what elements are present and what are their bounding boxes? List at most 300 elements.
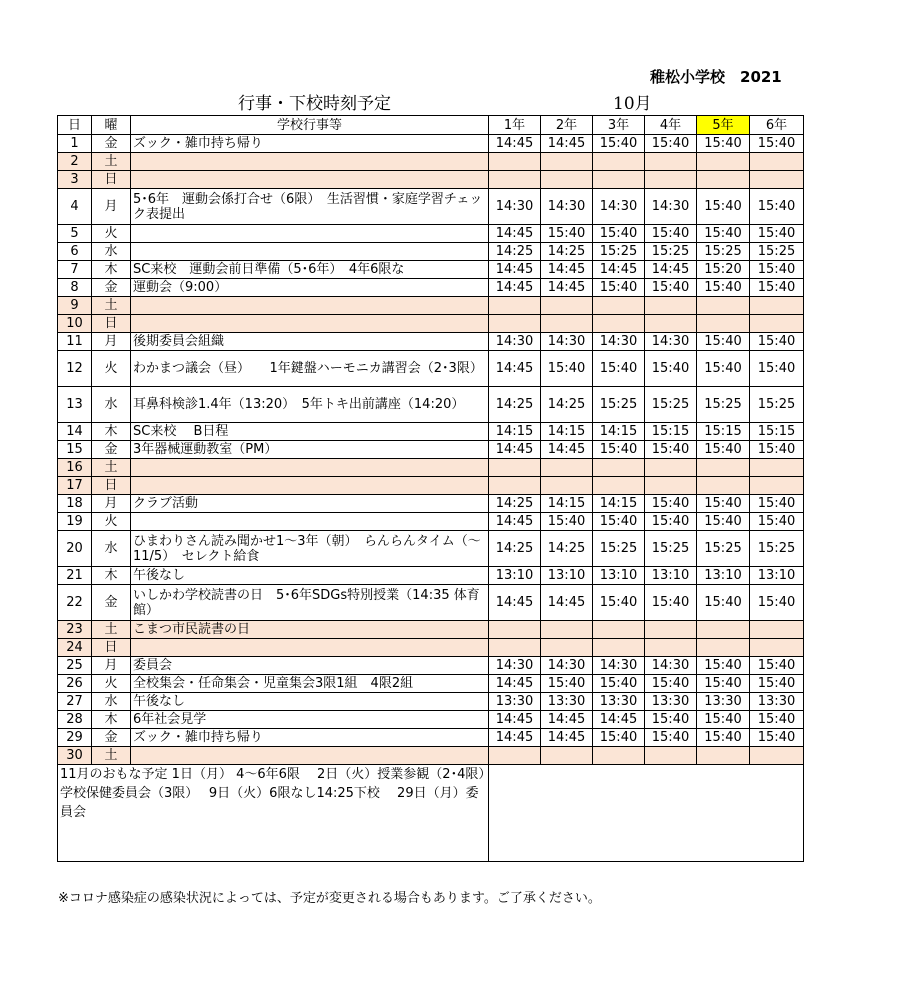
- event-cell: [131, 153, 489, 171]
- time-cell-grade-5: [697, 621, 750, 639]
- weekday-cell: 日: [92, 315, 131, 333]
- weekday-cell: 月: [92, 189, 131, 225]
- weekday-cell: 月: [92, 333, 131, 351]
- time-cell-grade-2: 14:30: [541, 189, 593, 225]
- day-cell: 2: [58, 153, 92, 171]
- table-row: [58, 315, 804, 333]
- day-cell: 8: [58, 279, 92, 297]
- time-cell-grade-5: 15:40: [697, 279, 750, 297]
- time-cell-grade-6: 15:40: [750, 675, 804, 693]
- time-cell-grade-6: 15:40: [750, 711, 804, 729]
- header-grade-5: 5年: [697, 116, 750, 135]
- time-cell-grade-3: [593, 747, 645, 765]
- event-cell: 6年社会見学: [131, 711, 489, 729]
- time-cell-grade-1: 14:45: [489, 729, 541, 747]
- time-cell-grade-4: 15:40: [645, 225, 697, 243]
- time-cell-grade-4: [645, 639, 697, 657]
- time-cell-grade-5: 15:40: [697, 657, 750, 675]
- schedule-table: [57, 115, 804, 862]
- day-cell: 7: [58, 261, 92, 279]
- weekday-cell: 火: [92, 225, 131, 243]
- time-cell-grade-6: 15:40: [750, 135, 804, 153]
- day-cell: 26: [58, 675, 92, 693]
- time-cell-grade-4: 15:40: [645, 279, 697, 297]
- weekday-cell: 金: [92, 729, 131, 747]
- table-row: [58, 567, 804, 585]
- time-cell-grade-3: [593, 153, 645, 171]
- time-cell-grade-4: 15:40: [645, 675, 697, 693]
- weekday-cell: 木: [92, 711, 131, 729]
- time-cell-grade-2: 15:40: [541, 225, 593, 243]
- time-cell-grade-4: 15:40: [645, 585, 697, 621]
- time-cell-grade-5: 15:40: [697, 711, 750, 729]
- time-cell-grade-5: [697, 297, 750, 315]
- event-cell: ズック・雑巾持ち帰り: [131, 729, 489, 747]
- time-cell-grade-1: 14:45: [489, 351, 541, 387]
- day-cell: 10: [58, 315, 92, 333]
- time-cell-grade-3: 13:30: [593, 693, 645, 711]
- time-cell-grade-5: 15:40: [697, 729, 750, 747]
- time-cell-grade-5: 15:40: [697, 513, 750, 531]
- time-cell-grade-1: 14:45: [489, 279, 541, 297]
- time-cell-grade-4: 15:40: [645, 729, 697, 747]
- day-cell: 29: [58, 729, 92, 747]
- weekday-cell: 日: [92, 639, 131, 657]
- time-cell-grade-2: 14:45: [541, 585, 593, 621]
- event-cell: ズック・雑巾持ち帰り: [131, 135, 489, 153]
- day-cell: 4: [58, 189, 92, 225]
- time-cell-grade-5: 15:15: [697, 423, 750, 441]
- time-cell-grade-4: [645, 621, 697, 639]
- time-cell-grade-3: 15:25: [593, 387, 645, 423]
- time-cell-grade-4: 15:25: [645, 531, 697, 567]
- time-cell-grade-4: 15:40: [645, 495, 697, 513]
- time-cell-grade-4: 14:45: [645, 261, 697, 279]
- event-cell: 耳鼻科検診1.4年（13:20） 5年トキ出前講座（14:20）: [131, 387, 489, 423]
- event-cell: 3年器械運動教室（PM）: [131, 441, 489, 459]
- table-row: [58, 333, 804, 351]
- weekday-cell: 土: [92, 459, 131, 477]
- table-row: [58, 297, 804, 315]
- time-cell-grade-2: [541, 621, 593, 639]
- weekday-cell: 水: [92, 243, 131, 261]
- time-cell-grade-1: 14:25: [489, 243, 541, 261]
- time-cell-grade-2: 14:45: [541, 729, 593, 747]
- header-grade-3: 3年: [593, 116, 645, 135]
- day-cell: 14: [58, 423, 92, 441]
- time-cell-grade-6: [750, 315, 804, 333]
- time-cell-grade-4: [645, 297, 697, 315]
- time-cell-grade-1: [489, 153, 541, 171]
- time-cell-grade-6: 15:40: [750, 351, 804, 387]
- event-cell: 運動会（9:00）: [131, 279, 489, 297]
- table-row: [58, 693, 804, 711]
- time-cell-grade-6: 15:40: [750, 333, 804, 351]
- time-cell-grade-2: [541, 171, 593, 189]
- time-cell-grade-1: 14:45: [489, 711, 541, 729]
- weekday-cell: 木: [92, 567, 131, 585]
- time-cell-grade-3: 14:45: [593, 261, 645, 279]
- time-cell-grade-3: 14:30: [593, 657, 645, 675]
- time-cell-grade-3: 14:15: [593, 423, 645, 441]
- time-cell-grade-3: 13:10: [593, 567, 645, 585]
- header-event: 学校行事等: [131, 116, 489, 135]
- time-cell-grade-6: 15:40: [750, 585, 804, 621]
- day-cell: 15: [58, 441, 92, 459]
- day-cell: 24: [58, 639, 92, 657]
- time-cell-grade-1: 14:45: [489, 135, 541, 153]
- table-row: [58, 729, 804, 747]
- day-cell: 27: [58, 693, 92, 711]
- table-row: [58, 477, 804, 495]
- time-cell-grade-3: [593, 297, 645, 315]
- time-cell-grade-5: [697, 459, 750, 477]
- weekday-cell: 火: [92, 675, 131, 693]
- day-cell: 13: [58, 387, 92, 423]
- event-cell: [131, 459, 489, 477]
- note-blank: [489, 765, 804, 862]
- header-grade-6: 6年: [750, 116, 804, 135]
- time-cell-grade-4: 15:25: [645, 387, 697, 423]
- time-cell-grade-5: 15:25: [697, 243, 750, 261]
- time-cell-grade-1: 14:25: [489, 495, 541, 513]
- time-cell-grade-1: [489, 639, 541, 657]
- time-cell-grade-2: 14:15: [541, 423, 593, 441]
- day-cell: 1: [58, 135, 92, 153]
- time-cell-grade-2: 14:45: [541, 261, 593, 279]
- time-cell-grade-4: 15:40: [645, 441, 697, 459]
- time-cell-grade-1: 14:30: [489, 657, 541, 675]
- time-cell-grade-6: 15:40: [750, 279, 804, 297]
- event-cell: [131, 315, 489, 333]
- time-cell-grade-3: 14:15: [593, 495, 645, 513]
- table-row: [58, 657, 804, 675]
- november-note: 11月のおもな予定 1日（月） 4～6年6限 2日（火）授業参観（2･4限）学校保健委員会（3限） 9日（火）6限なし14:25下校 29日（月）委員会: [58, 765, 489, 862]
- day-cell: 21: [58, 567, 92, 585]
- table-row: [58, 135, 804, 153]
- day-cell: 9: [58, 297, 92, 315]
- time-cell-grade-6: [750, 153, 804, 171]
- weekday-cell: 月: [92, 495, 131, 513]
- time-cell-grade-2: 14:45: [541, 441, 593, 459]
- time-cell-grade-6: 15:40: [750, 657, 804, 675]
- event-cell: クラブ活動: [131, 495, 489, 513]
- time-cell-grade-4: 14:30: [645, 657, 697, 675]
- time-cell-grade-3: 15:40: [593, 351, 645, 387]
- time-cell-grade-2: 14:45: [541, 135, 593, 153]
- time-cell-grade-3: 15:40: [593, 279, 645, 297]
- day-cell: 12: [58, 351, 92, 387]
- weekday-cell: 金: [92, 279, 131, 297]
- time-cell-grade-2: 14:25: [541, 531, 593, 567]
- time-cell-grade-3: 14:30: [593, 189, 645, 225]
- time-cell-grade-1: 14:45: [489, 441, 541, 459]
- time-cell-grade-5: 13:10: [697, 567, 750, 585]
- time-cell-grade-4: [645, 153, 697, 171]
- time-cell-grade-1: 13:10: [489, 567, 541, 585]
- time-cell-grade-6: 15:25: [750, 243, 804, 261]
- day-cell: 19: [58, 513, 92, 531]
- time-cell-grade-1: [489, 747, 541, 765]
- event-cell: 午後なし: [131, 567, 489, 585]
- weekday-cell: 金: [92, 585, 131, 621]
- day-cell: 11: [58, 333, 92, 351]
- time-cell-grade-5: 15:40: [697, 585, 750, 621]
- time-cell-grade-6: [750, 639, 804, 657]
- time-cell-grade-5: 15:40: [697, 675, 750, 693]
- time-cell-grade-4: 14:30: [645, 333, 697, 351]
- time-cell-grade-1: 14:45: [489, 513, 541, 531]
- time-cell-grade-5: 15:40: [697, 135, 750, 153]
- time-cell-grade-1: 14:45: [489, 585, 541, 621]
- time-cell-grade-6: 13:30: [750, 693, 804, 711]
- time-cell-grade-3: 15:40: [593, 585, 645, 621]
- table-row: [58, 747, 804, 765]
- weekday-cell: 金: [92, 135, 131, 153]
- time-cell-grade-6: [750, 747, 804, 765]
- time-cell-grade-2: 13:10: [541, 567, 593, 585]
- event-cell: [131, 747, 489, 765]
- time-cell-grade-3: [593, 621, 645, 639]
- time-cell-grade-2: [541, 153, 593, 171]
- time-cell-grade-1: 14:45: [489, 261, 541, 279]
- table-row: [58, 711, 804, 729]
- time-cell-grade-4: 15:15: [645, 423, 697, 441]
- time-cell-grade-2: 15:40: [541, 513, 593, 531]
- time-cell-grade-4: 15:40: [645, 351, 697, 387]
- header-grade-1: 1年: [489, 116, 541, 135]
- time-cell-grade-4: 15:40: [645, 513, 697, 531]
- time-cell-grade-5: 15:40: [697, 225, 750, 243]
- time-cell-grade-5: [697, 747, 750, 765]
- time-cell-grade-4: 13:30: [645, 693, 697, 711]
- event-cell: [131, 639, 489, 657]
- time-cell-grade-6: 15:25: [750, 531, 804, 567]
- day-cell: 22: [58, 585, 92, 621]
- weekday-cell: 水: [92, 531, 131, 567]
- page-title: 行事・下校時刻予定: [238, 94, 391, 114]
- time-cell-grade-2: [541, 459, 593, 477]
- time-cell-grade-6: [750, 297, 804, 315]
- time-cell-grade-5: [697, 315, 750, 333]
- month-label: 10月: [613, 94, 652, 114]
- table-row: [58, 225, 804, 243]
- time-cell-grade-1: 14:45: [489, 225, 541, 243]
- time-cell-grade-5: [697, 171, 750, 189]
- time-cell-grade-1: [489, 459, 541, 477]
- time-cell-grade-3: 14:45: [593, 711, 645, 729]
- time-cell-grade-5: [697, 639, 750, 657]
- time-cell-grade-5: 15:25: [697, 387, 750, 423]
- table-row: [58, 459, 804, 477]
- time-cell-grade-6: 15:40: [750, 225, 804, 243]
- weekday-cell: 火: [92, 351, 131, 387]
- time-cell-grade-5: 15:40: [697, 441, 750, 459]
- time-cell-grade-5: 15:40: [697, 351, 750, 387]
- time-cell-grade-2: 15:40: [541, 351, 593, 387]
- time-cell-grade-3: 15:40: [593, 225, 645, 243]
- day-cell: 28: [58, 711, 92, 729]
- header-row: [58, 116, 804, 135]
- weekday-cell: 木: [92, 423, 131, 441]
- time-cell-grade-3: 14:30: [593, 333, 645, 351]
- time-cell-grade-1: [489, 171, 541, 189]
- time-cell-grade-4: [645, 477, 697, 495]
- time-cell-grade-6: 15:40: [750, 513, 804, 531]
- weekday-cell: 火: [92, 513, 131, 531]
- event-cell: SC来校 B日程: [131, 423, 489, 441]
- event-cell: SC来校 運動会前日準備（5･6年） 4年6限な: [131, 261, 489, 279]
- table-row: [58, 387, 804, 423]
- table-row: [58, 531, 804, 567]
- time-cell-grade-5: 15:20: [697, 261, 750, 279]
- time-cell-grade-2: 14:30: [541, 333, 593, 351]
- time-cell-grade-6: [750, 459, 804, 477]
- school-name: 稚松小学校 2021: [650, 68, 782, 86]
- day-cell: 17: [58, 477, 92, 495]
- note-row: [58, 765, 804, 862]
- time-cell-grade-5: 13:30: [697, 693, 750, 711]
- day-cell: 5: [58, 225, 92, 243]
- weekday-cell: 土: [92, 297, 131, 315]
- time-cell-grade-1: 14:25: [489, 531, 541, 567]
- header-day: 日: [58, 116, 92, 135]
- event-cell: [131, 243, 489, 261]
- time-cell-grade-2: 15:40: [541, 675, 593, 693]
- time-cell-grade-6: [750, 477, 804, 495]
- time-cell-grade-6: 15:40: [750, 189, 804, 225]
- weekday-cell: 日: [92, 477, 131, 495]
- time-cell-grade-1: 14:30: [489, 333, 541, 351]
- time-cell-grade-5: 15:40: [697, 189, 750, 225]
- time-cell-grade-6: 15:40: [750, 495, 804, 513]
- event-cell: [131, 171, 489, 189]
- event-cell: こまつ市民読書の日: [131, 621, 489, 639]
- weekday-cell: 水: [92, 387, 131, 423]
- header-grade-2: 2年: [541, 116, 593, 135]
- time-cell-grade-2: 14:25: [541, 243, 593, 261]
- time-cell-grade-4: 15:25: [645, 243, 697, 261]
- time-cell-grade-5: 15:40: [697, 495, 750, 513]
- event-cell: [131, 225, 489, 243]
- weekday-cell: 水: [92, 693, 131, 711]
- time-cell-grade-4: 15:40: [645, 135, 697, 153]
- event-cell: 5･6年 運動会係打合せ（6限） 生活習慣・家庭学習チェック表提出: [131, 189, 489, 225]
- weekday-cell: 日: [92, 171, 131, 189]
- time-cell-grade-1: 13:30: [489, 693, 541, 711]
- time-cell-grade-2: [541, 747, 593, 765]
- time-cell-grade-4: [645, 747, 697, 765]
- table-row: [58, 153, 804, 171]
- time-cell-grade-5: 15:40: [697, 333, 750, 351]
- time-cell-grade-2: 14:15: [541, 495, 593, 513]
- footer-note: ※コロナ感染症の感染状況によっては、予定が変更される場合もあります。ご了承ください。: [58, 891, 601, 906]
- table-row: [58, 585, 804, 621]
- table-row: [58, 621, 804, 639]
- event-cell: 委員会: [131, 657, 489, 675]
- time-cell-grade-5: [697, 477, 750, 495]
- time-cell-grade-1: [489, 297, 541, 315]
- time-cell-grade-1: 14:25: [489, 387, 541, 423]
- weekday-cell: 土: [92, 153, 131, 171]
- day-cell: 3: [58, 171, 92, 189]
- table-row: [58, 495, 804, 513]
- time-cell-grade-6: 15:15: [750, 423, 804, 441]
- header-grade-4: 4年: [645, 116, 697, 135]
- time-cell-grade-3: [593, 315, 645, 333]
- event-cell: [131, 477, 489, 495]
- time-cell-grade-3: 15:25: [593, 531, 645, 567]
- time-cell-grade-3: 15:40: [593, 135, 645, 153]
- table-row: [58, 639, 804, 657]
- table-row: [58, 441, 804, 459]
- table-row: [58, 171, 804, 189]
- header-weekday: 曜: [92, 116, 131, 135]
- time-cell-grade-6: [750, 171, 804, 189]
- day-cell: 20: [58, 531, 92, 567]
- day-cell: 16: [58, 459, 92, 477]
- day-cell: 23: [58, 621, 92, 639]
- time-cell-grade-1: 14:15: [489, 423, 541, 441]
- time-cell-grade-3: 15:40: [593, 675, 645, 693]
- time-cell-grade-2: 14:45: [541, 279, 593, 297]
- time-cell-grade-4: 13:10: [645, 567, 697, 585]
- time-cell-grade-3: 15:40: [593, 513, 645, 531]
- weekday-cell: 月: [92, 657, 131, 675]
- day-cell: 6: [58, 243, 92, 261]
- time-cell-grade-3: [593, 171, 645, 189]
- table-row: [58, 351, 804, 387]
- event-cell: [131, 297, 489, 315]
- table-row: [58, 279, 804, 297]
- table-row: [58, 675, 804, 693]
- time-cell-grade-6: 15:25: [750, 387, 804, 423]
- day-cell: 30: [58, 747, 92, 765]
- time-cell-grade-2: 14:30: [541, 657, 593, 675]
- time-cell-grade-6: 15:40: [750, 261, 804, 279]
- time-cell-grade-3: [593, 639, 645, 657]
- time-cell-grade-3: 15:40: [593, 729, 645, 747]
- time-cell-grade-1: [489, 477, 541, 495]
- event-cell: わかまつ議会（昼） 1年鍵盤ハーモニカ講習会（2･3限）: [131, 351, 489, 387]
- time-cell-grade-6: 15:40: [750, 729, 804, 747]
- event-cell: 午後なし: [131, 693, 489, 711]
- event-cell: 全校集会・任命集会・児童集会3限1組 4限2組: [131, 675, 489, 693]
- time-cell-grade-1: [489, 621, 541, 639]
- time-cell-grade-1: 14:45: [489, 675, 541, 693]
- time-cell-grade-2: 14:45: [541, 711, 593, 729]
- time-cell-grade-1: [489, 315, 541, 333]
- time-cell-grade-4: [645, 171, 697, 189]
- time-cell-grade-6: 15:40: [750, 441, 804, 459]
- time-cell-grade-4: 15:40: [645, 711, 697, 729]
- weekday-cell: 木: [92, 261, 131, 279]
- day-cell: 25: [58, 657, 92, 675]
- day-cell: 18: [58, 495, 92, 513]
- time-cell-grade-2: [541, 315, 593, 333]
- time-cell-grade-2: [541, 297, 593, 315]
- time-cell-grade-1: 14:30: [489, 189, 541, 225]
- weekday-cell: 金: [92, 441, 131, 459]
- time-cell-grade-2: 13:30: [541, 693, 593, 711]
- table-row: [58, 513, 804, 531]
- table-row: [58, 423, 804, 441]
- event-cell: [131, 513, 489, 531]
- time-cell-grade-2: [541, 639, 593, 657]
- time-cell-grade-4: 14:30: [645, 189, 697, 225]
- weekday-cell: 土: [92, 621, 131, 639]
- time-cell-grade-3: [593, 477, 645, 495]
